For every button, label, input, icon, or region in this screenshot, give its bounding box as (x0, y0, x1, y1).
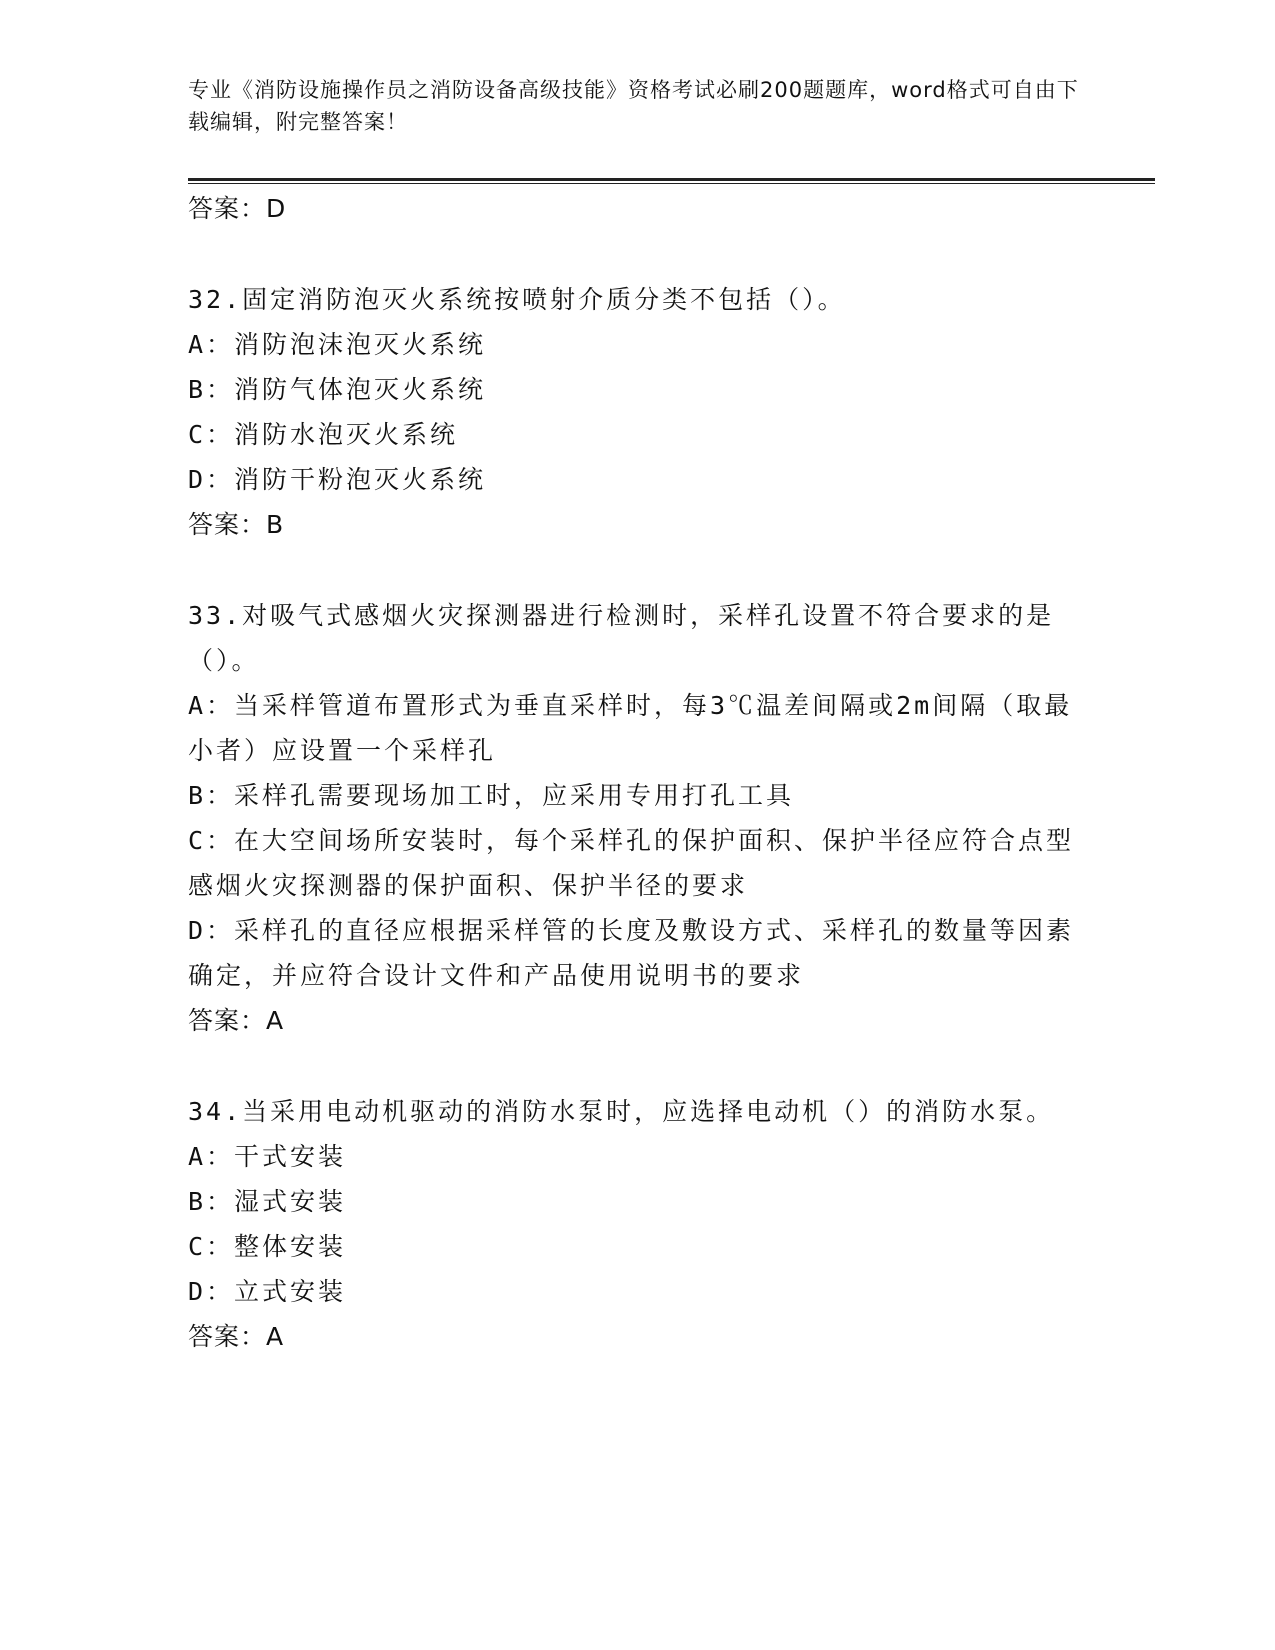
option-c: C：整体安装 (188, 1232, 347, 1261)
answer: 答案：A (188, 1006, 285, 1035)
answer: 答案：A (188, 1322, 285, 1351)
option-a: A：当采样管道布置形式为垂直采样时，每3℃温差间隔或2m间隔（取最小者）应设置一个采样孔 (188, 691, 1073, 765)
option-a: A：干式安装 (188, 1142, 347, 1171)
option-c: C：在大空间场所安装时，每个采样孔的保护面积、保护半径应符合点型感烟火灾探测器的保护面积、保护半径的要求 (188, 826, 1075, 900)
option-c: C：消防水泡灭火系统 (188, 420, 459, 449)
spacer (188, 1043, 1088, 1089)
spacer (188, 547, 1088, 593)
spacer (188, 231, 1088, 277)
question-stem: 34.当采用电动机驱动的消防水泵时，应选择电动机（）的消防水泵。 (188, 1097, 1055, 1126)
header-divider-thin (188, 183, 1155, 184)
question-34 (188, 1089, 1088, 1359)
option-b: B：消防气体泡灭火系统 (188, 375, 487, 404)
question-stem: 32.固定消防泡灭火系统按喷射介质分类不包括（）。 (188, 285, 846, 314)
question-32 (188, 277, 1088, 547)
option-d: D：立式安装 (188, 1277, 347, 1306)
option-d: D：消防干粉泡灭火系统 (188, 465, 487, 494)
option-b: B：湿式安装 (188, 1187, 347, 1216)
question-stem: 33.对吸气式感烟火灾探测器进行检测时，采样孔设置不符合要求的是（）。 (188, 601, 1055, 675)
question-33 (188, 593, 1088, 1043)
header-divider-thick (188, 178, 1155, 181)
document-header: 专业《消防设施操作员之消防设备高级技能》资格考试必刷200题题库，word格式可自由下载编辑，附完整答案！ (188, 78, 1079, 134)
option-a: A：消防泡沫泡灭火系统 (188, 330, 487, 359)
option-d: D：采样孔的直径应根据采样管的长度及敷设方式、采样孔的数量等因素确定，并应符合设计文件和产品使用说明书的要求 (188, 916, 1075, 990)
option-b: B：采样孔需要现场加工时，应采用专用打孔工具 (188, 781, 795, 810)
answer: 答案：B (188, 510, 285, 539)
previous-answer: 答案：D (188, 194, 287, 223)
question-content (188, 186, 1088, 1359)
